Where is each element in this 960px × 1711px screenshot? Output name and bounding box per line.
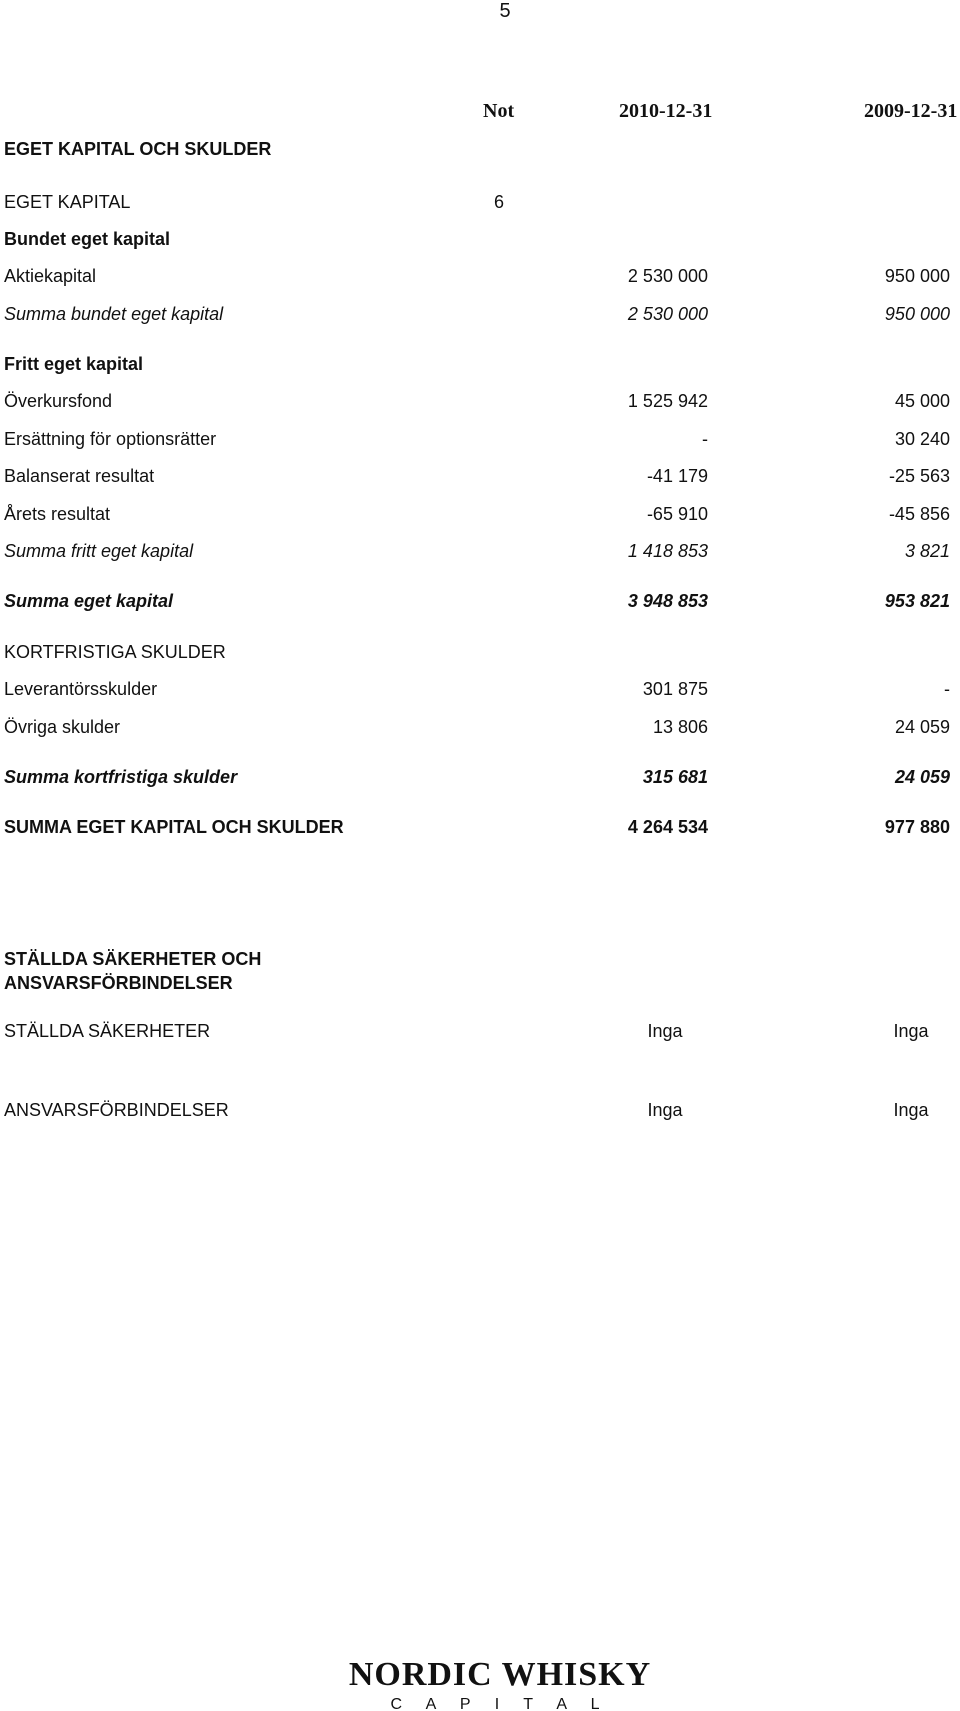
row-summa-total (4, 817, 950, 841)
value-2010: -65 910 (646, 504, 708, 524)
row-aktiekapital (4, 266, 950, 290)
value-2010: Inga (647, 1100, 683, 1120)
row-summa-kortfristiga (4, 767, 950, 791)
value-2009: 953 821 (884, 591, 950, 611)
header-col-2009: 2009-12-31 (864, 100, 958, 122)
value-2010: 1 525 942 (627, 391, 708, 411)
value-2009: Inga (893, 1021, 929, 1041)
stallda-heading-line1: STÄLLDA SÄKERHETER OCH (4, 949, 262, 969)
row-label: EGET KAPITAL (4, 192, 131, 212)
row-balanserat (4, 466, 950, 490)
logo-subtitle: C A P I T A L (390, 1696, 610, 1711)
value-2010: 1 418 853 (627, 541, 708, 561)
value-2009: 3 821 (904, 541, 950, 561)
row-label: Överkursfond (4, 391, 113, 411)
row-label: Årets resultat (4, 504, 111, 524)
value-2009: - (944, 679, 950, 699)
row-label: Balanserat resultat (4, 466, 155, 486)
value-2010: -41 179 (646, 466, 708, 486)
value-2009: 45 000 (894, 391, 950, 411)
value-2010: 2 530 000 (627, 304, 708, 324)
row-leverantor (4, 679, 950, 703)
row-ersattning (4, 429, 950, 453)
row-summa-bundet (4, 304, 950, 328)
value-2009: 950 000 (884, 304, 950, 324)
row-label: Summa kortfristiga skulder (4, 767, 238, 787)
value-2010: 13 806 (652, 717, 708, 737)
heading-label: EGET KAPITAL OCH SKULDER (4, 139, 272, 159)
row-label: STÄLLDA SÄKERHETER (4, 1021, 211, 1041)
value-2010: 4 264 534 (627, 817, 708, 837)
value-2009: 950 000 (884, 266, 950, 286)
row-summa-eget (4, 591, 950, 615)
value-2009: 24 059 (894, 717, 950, 737)
row-overkursfond (4, 391, 950, 415)
row-label: Övriga skulder (4, 717, 121, 737)
value-2010: 301 875 (642, 679, 708, 699)
row-label: Ersättning för optionsrätter (4, 429, 217, 449)
row-label: Bundet eget kapital (4, 229, 171, 249)
header-not: Not (483, 100, 515, 122)
value-2009: -45 856 (888, 504, 950, 524)
row-label: SUMMA EGET KAPITAL OCH SKULDER (4, 817, 344, 837)
value-2009: 30 240 (894, 429, 950, 449)
row-label: ANSVARSFÖRBINDELSER (4, 1100, 229, 1120)
row-summa-fritt (4, 541, 950, 565)
subheading-bundet (4, 229, 950, 253)
row-note: 6 (494, 192, 505, 212)
row-stallda (4, 1021, 950, 1045)
subheading-fritt (4, 354, 950, 378)
value-2009: 977 880 (884, 817, 950, 837)
value-2010: 2 530 000 (627, 266, 708, 286)
row-label: Aktiekapital (4, 266, 97, 286)
value-2010: - (702, 429, 708, 449)
value-2009: -25 563 (888, 466, 950, 486)
value-2009: 24 059 (894, 767, 950, 787)
section-heading (4, 139, 950, 163)
nordic-whisky-logo (330, 1655, 670, 1711)
value-2010: 3 948 853 (627, 591, 708, 611)
row-label: Fritt eget kapital (4, 354, 144, 374)
row-label: Leverantörsskulder (4, 679, 158, 699)
stallda-heading-line2: ANSVARSFÖRBINDELSER (4, 973, 233, 993)
row-label: Summa eget kapital (4, 591, 174, 611)
logo-wordmark: NORDIC WHISKY (348, 1656, 652, 1693)
row-label: Summa bundet eget kapital (4, 304, 224, 324)
row-eget-kapital (4, 192, 950, 216)
row-ansvar (4, 1100, 950, 1124)
row-label: KORTFRISTIGA SKULDER (4, 642, 226, 662)
row-arets-resultat (4, 504, 950, 528)
stallda-heading (4, 947, 261, 995)
subheading-kortfristiga (4, 642, 950, 666)
row-label: Summa fritt eget kapital (4, 541, 194, 561)
page-number: 5 (499, 0, 511, 22)
value-2009: Inga (893, 1100, 929, 1120)
value-2010: 315 681 (642, 767, 708, 787)
row-ovriga (4, 717, 950, 741)
header-col-2010: 2010-12-31 (619, 100, 713, 122)
value-2010: Inga (647, 1021, 683, 1041)
